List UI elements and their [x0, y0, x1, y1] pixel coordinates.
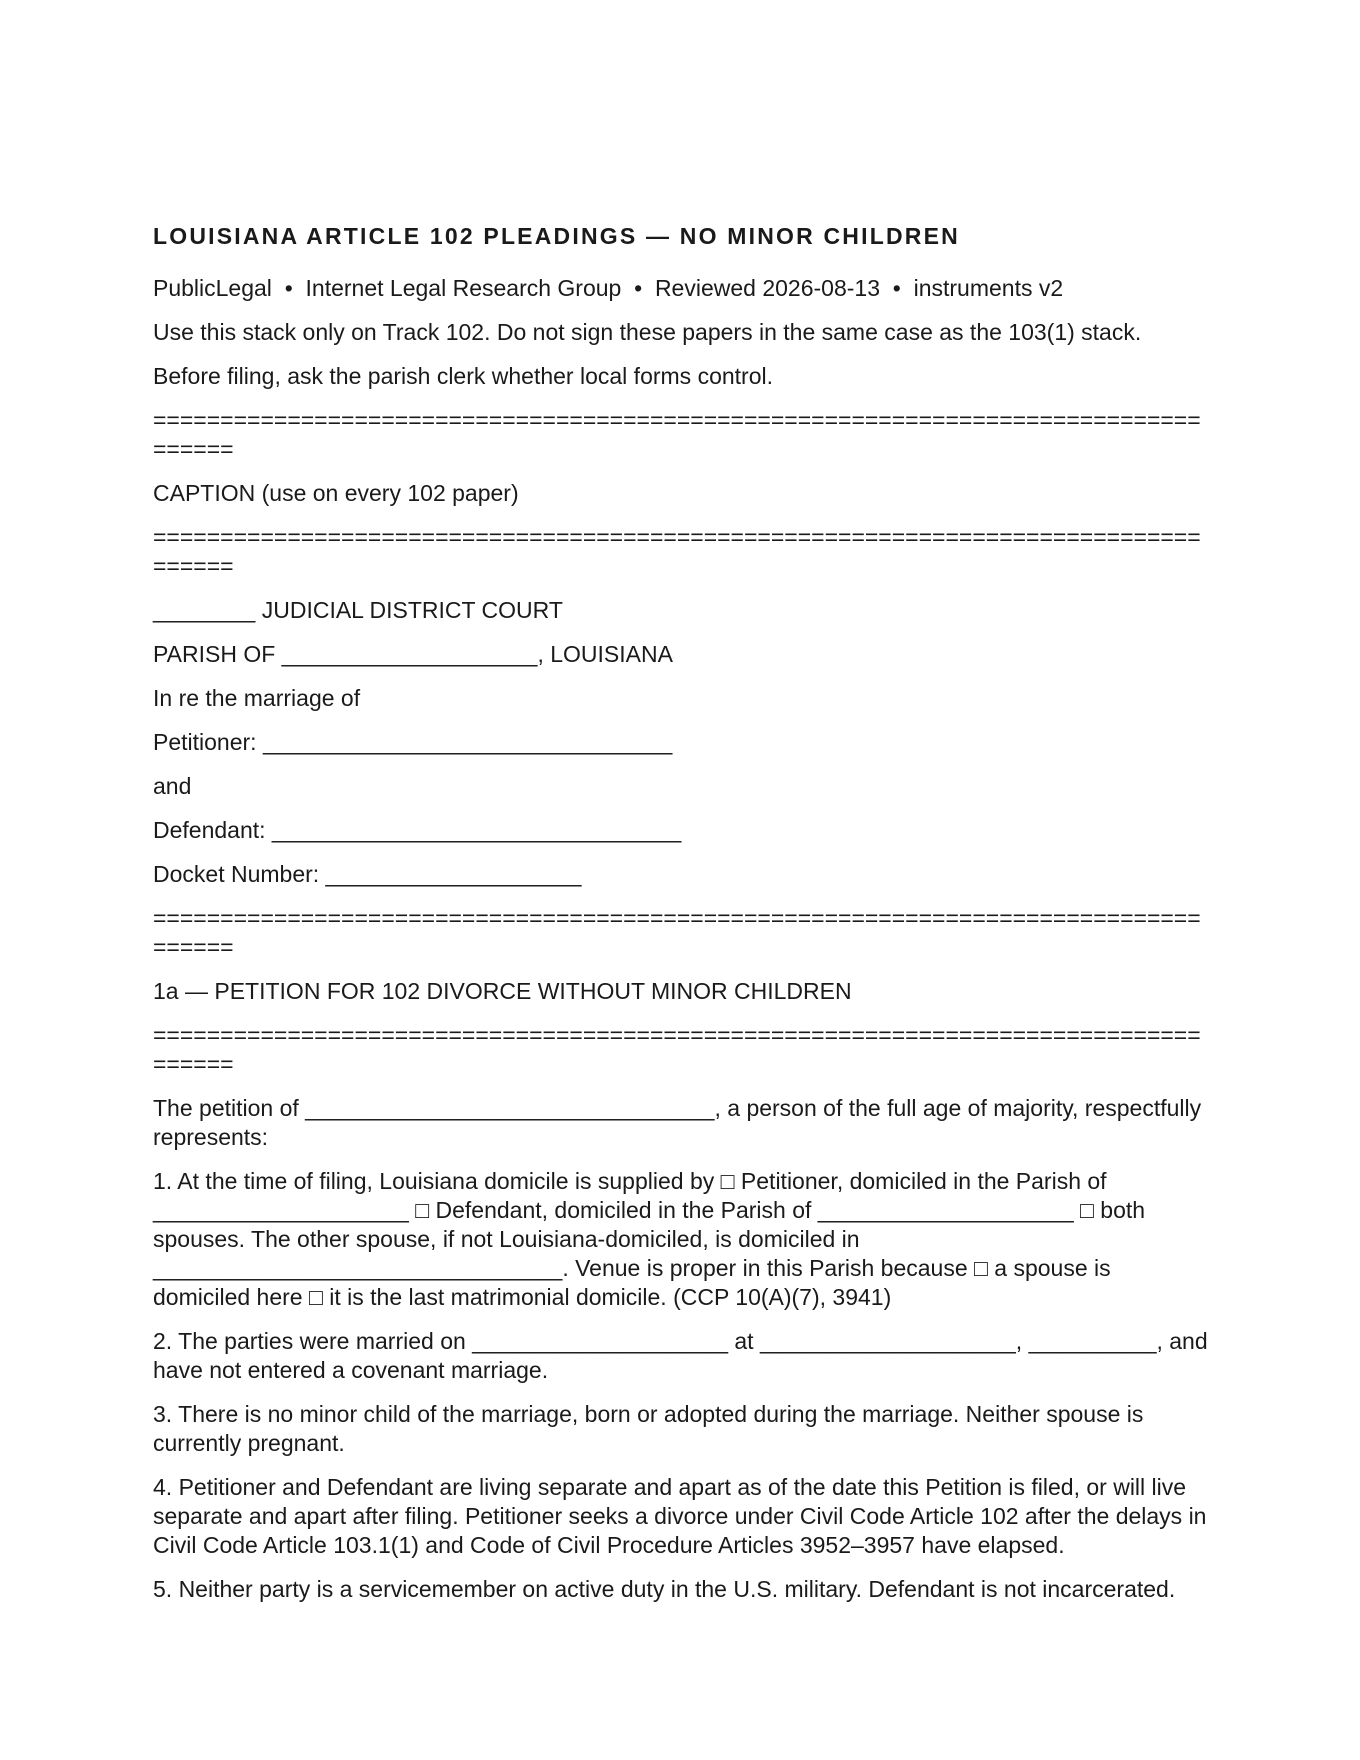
- usage-note: Use this stack only on Track 102. Do not sign these papers in the same case as the 103(1) stack.: [153, 319, 1142, 345]
- petition-paragraph-5: 5. Neither party is a servicemember on active duty in the U.S. military. Defendant is not incarcerated.: [153, 1576, 1176, 1602]
- document-page: [153, 222, 1213, 1619]
- petition-paragraph-2: 2. The parties were married on ____________________ at ____________________, __________, and have not entered a covenant marriage.: [153, 1328, 1208, 1383]
- document-meta: PublicLegal • Internet Legal Research Group • Reviewed 2026-08-13 • instruments v2: [153, 275, 1064, 301]
- court-line: ________ JUDICIAL DISTRICT COURT: [153, 597, 563, 623]
- petitioner-line: Petitioner: ________________________________: [153, 729, 673, 755]
- parish-line: PARISH OF ____________________, LOUISIANA: [153, 641, 673, 667]
- section-divider: ====================================================================================: [153, 524, 1201, 579]
- defendant-line: Defendant: ________________________________: [153, 817, 682, 843]
- petition-heading: 1a — PETITION FOR 102 DIVORCE WITHOUT MINOR CHILDREN: [153, 978, 852, 1004]
- petition-intro: The petition of ________________________________, a person of the full age of majority, respectfully represents:: [153, 1095, 1202, 1150]
- filing-note: Before filing, ask the parish clerk whether local forms control.: [153, 363, 773, 389]
- document-title: LOUISIANA ARTICLE 102 PLEADINGS — NO MINOR CHILDREN: [153, 223, 960, 249]
- petition-paragraph-3: 3. There is no minor child of the marriage, born or adopted during the marriage. Neither spouse is currently pregnant.: [153, 1401, 1144, 1456]
- petition-paragraph-1: 1. At the time of filing, Louisiana domicile is supplied by □ Petitioner, domiciled in the Parish of ____________________ □ Defendant, domiciled in the Parish of ____________________ □ both spouses. The other spouse, if not Louisiana-domiciled, is domiciled in ________________________________. Venue is proper in this Parish because □ a spouse is domiciled here □ it is the last matrimonial domicile. (CCP 10(A)(7), 3941): [153, 1168, 1146, 1310]
- caption-heading: CAPTION (use on every 102 paper): [153, 480, 519, 506]
- petition-paragraph-4: 4. Petitioner and Defendant are living separate and apart as of the date this Petition is filed, or will live separate and apart after filing. Petitioner seeks a divorce under Civil Code Article 102 after the delays in Civil Code Article 103.1(1) and Code of Civil Procedure Articles 3952–3957 have elapsed.: [153, 1474, 1207, 1558]
- section-divider: ====================================================================================: [153, 905, 1201, 960]
- section-divider: ====================================================================================: [153, 1022, 1201, 1077]
- docket-line: Docket Number: ____________________: [153, 861, 582, 887]
- and-line: and: [153, 773, 192, 799]
- in-re-line: In re the marriage of: [153, 685, 361, 711]
- section-divider: ====================================================================================: [153, 407, 1201, 462]
